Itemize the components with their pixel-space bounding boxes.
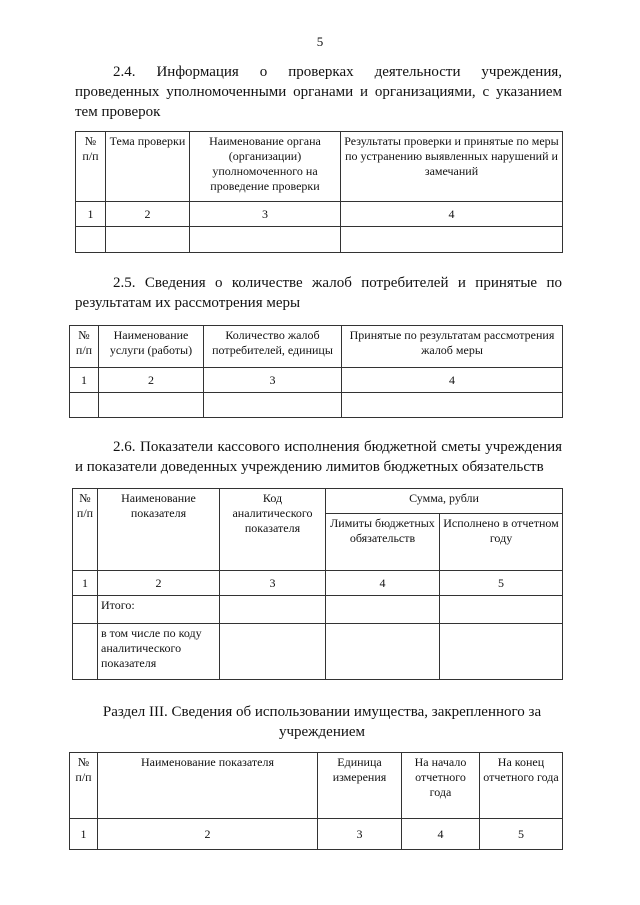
section-2-6-heading: 2.6. Показатели кассового исполнения бюджетной сметы учреждения и показатели доведенных учреждению лимитов бюджетных обязательств xyxy=(75,439,562,475)
header-cell: Тема проверки xyxy=(106,132,190,202)
header-cell: Сумма, рубли xyxy=(326,489,563,514)
column-number: 4 xyxy=(402,819,480,850)
section-2-4-heading: 2.4. Информация о проверках деятельности учреждения, проведенных уполномоченными органами и организациями, с указанием тем проверок xyxy=(75,64,562,120)
header-cell: Исполнено в отчетном году xyxy=(440,514,563,571)
header-cell: Принятые по результатам рассмотрения жалоб меры xyxy=(342,326,563,368)
empty-cell xyxy=(99,393,204,418)
header-cell: Наименование услуги (работы) xyxy=(99,326,204,368)
column-number: 3 xyxy=(220,571,326,596)
empty-cell xyxy=(326,596,440,624)
header-cell: Лимиты бюджетных обязательств xyxy=(326,514,440,571)
header-cell: № п/п xyxy=(70,753,98,819)
empty-cell xyxy=(73,596,98,624)
header-cell: Код аналитического показателя xyxy=(220,489,326,571)
column-number: 1 xyxy=(76,202,106,227)
header-cell: Единица измерения xyxy=(318,753,402,819)
row-label-total: Итого: xyxy=(98,596,220,624)
empty-cell xyxy=(326,624,440,680)
header-cell: На конец отчетного года xyxy=(480,753,563,819)
empty-cell xyxy=(190,227,341,253)
column-number: 4 xyxy=(341,202,563,227)
column-number: 5 xyxy=(440,571,563,596)
column-number: 5 xyxy=(480,819,563,850)
column-number: 1 xyxy=(70,368,99,393)
empty-cell xyxy=(106,227,190,253)
header-cell: Наименование показателя xyxy=(98,489,220,571)
column-number: 4 xyxy=(326,571,440,596)
column-number: 1 xyxy=(73,571,98,596)
header-cell: Наименование показателя xyxy=(98,753,318,819)
empty-cell xyxy=(70,393,99,418)
header-cell: На начало отчетного года xyxy=(402,753,480,819)
empty-cell xyxy=(440,596,563,624)
header-cell: Результаты проверки и принятые по меры по устранению выявленных нарушений и замечаний xyxy=(341,132,563,202)
header-cell: Количество жалоб потребителей, единицы xyxy=(204,326,342,368)
empty-cell xyxy=(341,227,563,253)
empty-cell xyxy=(76,227,106,253)
header-cell: № п/п xyxy=(73,489,98,571)
header-cell: Наименование органа (организации) уполномоченного на проведение проверки xyxy=(190,132,341,202)
column-number: 2 xyxy=(106,202,190,227)
section-2-5-heading: 2.5. Сведения о количестве жалоб потребителей и принятые по результатам их рассмотрения меры xyxy=(75,275,562,311)
complaints-table xyxy=(69,325,563,418)
column-number: 1 xyxy=(70,819,98,850)
header-cell: № п/п xyxy=(70,326,99,368)
empty-cell xyxy=(440,624,563,680)
property-table xyxy=(69,752,563,850)
inspections-table xyxy=(75,131,563,253)
header-cell: № п/п xyxy=(76,132,106,202)
empty-cell xyxy=(204,393,342,418)
column-number: 2 xyxy=(99,368,204,393)
empty-cell xyxy=(220,624,326,680)
row-label-by-code: в том числе по коду аналитического показателя xyxy=(98,624,220,680)
column-number: 3 xyxy=(318,819,402,850)
section-3-heading: Раздел III. Сведения об использовании имущества, закрепленного за учреждением xyxy=(102,704,542,740)
column-number: 3 xyxy=(190,202,341,227)
empty-cell xyxy=(73,624,98,680)
column-number: 2 xyxy=(98,571,220,596)
column-number: 4 xyxy=(342,368,563,393)
empty-cell xyxy=(342,393,563,418)
page-number: 5 xyxy=(316,34,324,49)
budget-table xyxy=(72,488,563,680)
empty-cell xyxy=(220,596,326,624)
column-number: 2 xyxy=(98,819,318,850)
column-number: 3 xyxy=(204,368,342,393)
